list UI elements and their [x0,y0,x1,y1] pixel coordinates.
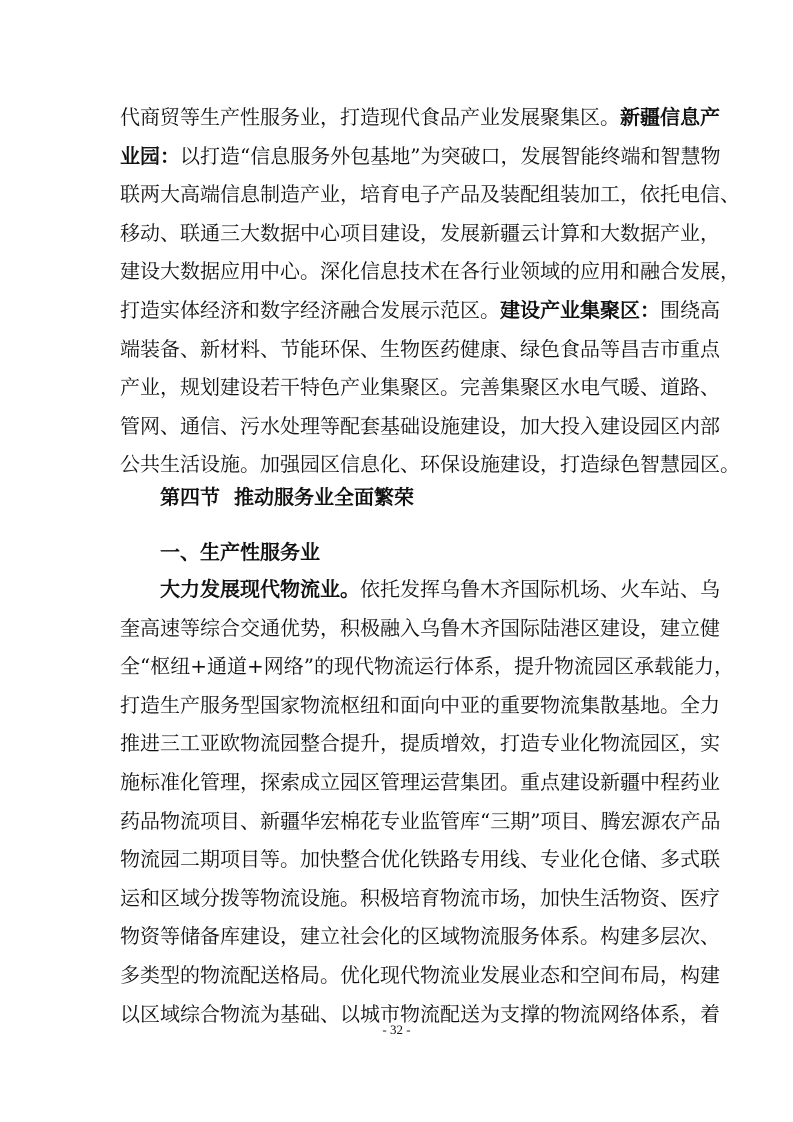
text-run: 打造实体经济和数字经济融合发展示范区。 [120,298,500,322]
text-run: 移动、联通三大数据中心项目建设，发展新疆云计算和大数据产业， [120,220,720,245]
text-run: 奎高速等综合交通优势，积极融入乌鲁木齐国际陆港区建设，建立健 [120,615,720,640]
bold-phrase: 新疆信息产 [620,105,720,129]
text-line [120,291,720,329]
text-run: 多类型的物流配送格局。优化现代物流业发展业态和空间布局，构建 [120,963,720,987]
text-run: 以打造“信息服务外包基地”为突破口，发展智能终端和智慧物 [180,143,721,168]
text-run: 物资等储备库建设，建立社会化的区域物流服务体系。构建多层次、 [120,924,720,949]
text-line [120,368,720,406]
subsection-heading: 一、生产性服务业 [160,540,320,564]
text-line [120,763,720,801]
text-run: 全“枢纽+通道+网络”的现代物流运行体系，提升物流园区承载能力， [120,654,734,679]
text-run: 药品物流项目、新疆华宏棉花专业监管库“三期”项目、腾宏源农产品 [120,808,721,833]
text-run: 建设大数据应用中心。深化信息技术在各行业领域的应用和融合发展， [120,259,740,284]
text-run: 代商贸等生产性服务业，打造现代食品产业发展聚集区。 [120,105,620,129]
text-run: 以区域综合物流为基础、以城市物流配送为支撑的物流网络体系，着 [120,1001,720,1026]
text-line [120,879,720,917]
page-number: - 32 - [382,1022,411,1037]
text-line [120,214,720,252]
bold-phrase: 业园： [120,143,180,168]
text-line [120,802,721,840]
text-run: 施标准化管理，探索成立园区管理运营集团。重点建设新疆中程药业 [120,770,720,794]
text-run: 运和区域分拨等物流设施。积极培育物流市场，加快生活物资、医疗 [120,885,720,910]
text-run: 联两大高端信息制造产业，培育电子产品及装配组装加工，依托电信、 [120,182,740,207]
text-line [120,407,720,445]
text-run: 端装备、新材料、节能环保、生物医药健康、绿色食品等昌吉市重点 [120,336,720,361]
text-run: 物流园二期项目等。加快整合优化铁路专用线、专业化仓储、多式联 [120,847,720,872]
text-line [120,330,720,368]
text-line [120,647,734,685]
text-line [120,840,720,878]
text-line [120,175,740,213]
text-run: 打造生产服务型国家物流枢纽和面向中亚的重要物流集散基地。全力 [120,692,720,717]
section-title: 推动服务业全面繁荣 [234,485,414,509]
text-line [120,956,720,994]
text-line [160,570,720,608]
text-line [120,917,720,955]
text-line [120,609,720,647]
text-run: 公共生活设施。加强园区信息化、环保设施建设，打造绿色智慧园区。 [120,452,740,477]
text-run: 推进三工亚欧物流园整合提升，提质增效，打造专业化物流园区，实 [120,731,720,756]
bold-phrase: 大力发展现代物流业。 [160,577,360,601]
text-run: 围绕高 [660,298,720,322]
section-heading [160,478,414,516]
bold-phrase: 建设产业集聚区： [500,298,660,322]
text-line [120,137,721,175]
text-line [120,98,720,136]
text-run: 依托发挥乌鲁木齐国际机场、火车站、乌 [360,577,720,601]
text-run: 管网、通信、污水处理等配套基础设施建设，加大投入建设园区内部 [120,413,720,438]
text-line [120,724,720,762]
section-number: 第四节 [160,485,220,509]
text-line [120,686,720,724]
text-line [120,252,740,290]
text-run: 产业，规划建设若干特色产业集聚区。完善集聚区水电气暖、道路、 [120,375,720,400]
